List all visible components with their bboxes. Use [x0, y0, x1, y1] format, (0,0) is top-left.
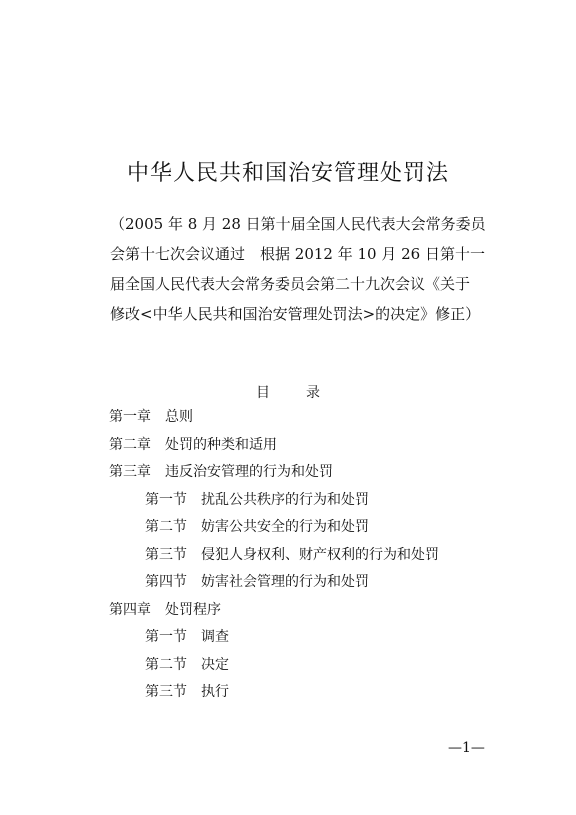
toc-heading [0, 382, 576, 402]
adoption-note [110, 209, 486, 329]
page-number: —1— [448, 740, 485, 756]
toc-chapter-3 [109, 459, 509, 487]
toc-section-3-1 [109, 487, 509, 515]
toc-section-title: 执行 [201, 684, 229, 700]
toc-section-number: 第二节 [145, 656, 187, 673]
toc-section-title: 妨害公共安全的行为和处罚 [201, 519, 369, 535]
toc-section-number: 第三节 [145, 546, 187, 563]
toc-section-4-2 [109, 652, 509, 680]
toc-section-title: 决定 [201, 656, 229, 673]
toc-section-number: 第三节 [145, 684, 187, 700]
toc-section-4-1 [109, 624, 509, 652]
toc-chapter-number: 第三章 [109, 464, 151, 480]
toc-chapter-title: 处罚程序 [165, 601, 221, 618]
toc-section-title: 扰乱公共秩序的行为和处罚 [201, 491, 369, 508]
table-of-contents [109, 404, 509, 707]
toc-section-number: 第二节 [145, 519, 187, 535]
toc-heading-char-2: 录 [306, 385, 320, 401]
toc-chapter-1 [109, 404, 509, 432]
note-line-1: （2005 年 8 月 28 日第十届全国人民代表大会常务委员 [110, 215, 486, 233]
toc-chapter-number: 第二章 [109, 436, 151, 453]
note-line-3: 届全国人民代表大会常务委员会第二十九次会议《关于 [110, 275, 471, 293]
toc-section-3-4 [109, 569, 509, 597]
toc-chapter-title: 处罚的种类和适用 [165, 436, 277, 453]
document-title: 中华人民共和国治安管理处罚法 [126, 161, 449, 186]
toc-chapter-4 [109, 597, 509, 625]
toc-chapter-2 [109, 432, 509, 460]
toc-section-3-3 [109, 542, 509, 570]
note-line-2: 会第十七次会议通过 根据 2012 年 10 月 26 日第十一 [110, 245, 485, 263]
toc-section-number: 第四节 [145, 574, 187, 590]
toc-chapter-title: 违反治安管理的行为和处罚 [165, 464, 333, 480]
toc-section-4-3 [109, 679, 509, 707]
toc-section-3-2 [109, 514, 509, 542]
toc-section-number: 第一节 [145, 629, 187, 645]
toc-section-title: 妨害社会管理的行为和处罚 [201, 574, 369, 590]
toc-section-title: 侵犯人身权利、财产权利的行为和处罚 [201, 546, 439, 563]
toc-heading-char-1: 目 [256, 385, 270, 401]
toc-chapter-title: 总则 [165, 409, 193, 425]
toc-section-number: 第一节 [145, 491, 187, 508]
toc-chapter-number: 第四章 [109, 601, 151, 618]
toc-section-title: 调查 [201, 629, 229, 645]
toc-chapter-number: 第一章 [109, 409, 151, 425]
note-line-4: 修改<中华人民共和国治安管理处罚法>的决定》修正） [110, 305, 481, 323]
